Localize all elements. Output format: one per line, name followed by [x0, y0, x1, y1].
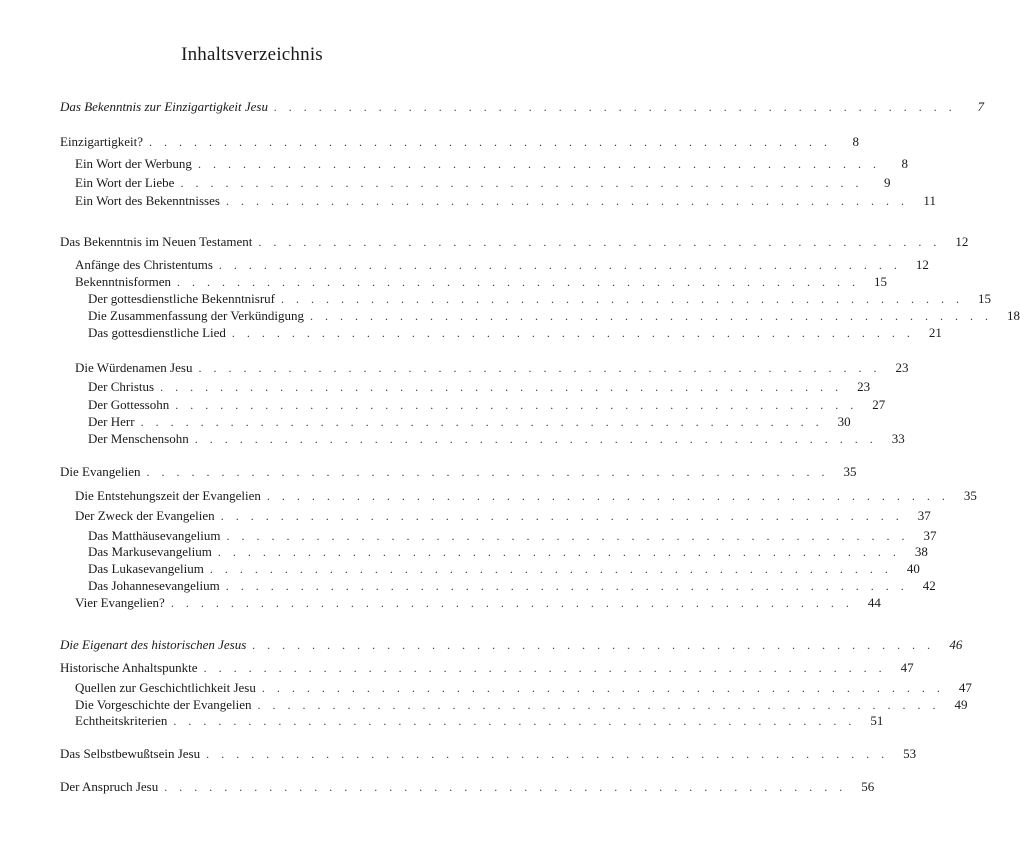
toc-entry-label: Das Selbstbewußtsein Jesu [60, 745, 206, 763]
leader-dots: .............................................. [258, 235, 949, 249]
leader-dots: .............................................. [177, 275, 868, 289]
toc-entry[interactable] [75, 487, 977, 505]
leader-dots: .............................................. [170, 596, 861, 610]
toc-entry-page: 18 [1007, 308, 1020, 323]
leader-dots: .............................................. [281, 292, 972, 306]
toc-entry[interactable] [75, 359, 909, 377]
toc-entry-label: Quellen zur Geschichtlichkeit Jesu [75, 679, 262, 697]
toc-entry-label: Einzigartigkeit? [60, 133, 149, 151]
leader-dots: .............................................. [180, 176, 871, 190]
toc-entry[interactable] [60, 463, 857, 481]
leader-dots: .............................................. [261, 681, 952, 695]
leader-dots: .............................................. [175, 398, 866, 412]
toc-entry[interactable] [88, 543, 928, 561]
toc-entry-page: 42 [922, 578, 936, 593]
toc-entry-page: 11 [923, 193, 936, 208]
leader-dots: .............................................. [164, 780, 855, 794]
toc-entry-page: 49 [954, 697, 968, 712]
toc-entry[interactable] [75, 155, 908, 173]
toc-entry-label: Ein Wort der Werbung [75, 155, 198, 173]
toc-entry-label: Das Johannesevangelium [88, 577, 226, 595]
toc-entry-label: Das Matthäusevangelium [88, 527, 227, 545]
toc-entry[interactable] [75, 174, 891, 192]
leader-dots: .............................................. [140, 415, 831, 429]
toc-entry-label: Die Evangelien [60, 463, 147, 481]
toc-entry-label: Die Würdenamen Jesu [75, 359, 198, 377]
toc-entry-label: Die Vorgeschichte der Evangelien [75, 696, 258, 714]
leader-dots: .............................................. [252, 638, 943, 652]
toc-entry-page: 15 [874, 274, 888, 289]
leader-dots: .............................................. [217, 545, 908, 559]
toc-entry-page: 37 [917, 508, 931, 523]
toc-entry[interactable] [88, 430, 905, 448]
toc-entry[interactable] [88, 396, 886, 414]
toc-entry-label: Der Zweck der Evangelien [75, 507, 221, 525]
toc-entry-label: Der gottesdienstliche Bekenntnisruf [88, 290, 281, 308]
leader-dots: .............................................. [198, 361, 889, 375]
toc-entry-page: 47 [900, 660, 914, 675]
toc-entry-label: Die Zusammenfassung der Verkündigung [88, 307, 310, 325]
toc-entry[interactable] [60, 745, 917, 763]
toc-entry[interactable] [60, 98, 984, 116]
toc-entry[interactable] [75, 273, 888, 291]
toc-entry-label: Vier Evangelien? [75, 594, 171, 612]
toc-entry[interactable] [88, 560, 920, 578]
toc-entry[interactable] [60, 133, 860, 151]
page-title: Inhaltsverzeichnis [181, 44, 323, 65]
leader-dots: .............................................. [225, 194, 916, 208]
toc-entry-label: Der Christus [88, 378, 160, 396]
toc-entry-page: 12 [915, 257, 929, 272]
toc-entry-page: 56 [861, 779, 875, 794]
toc-entry-page: 21 [928, 325, 942, 340]
toc-entry-page: 35 [843, 464, 857, 479]
leader-dots: .............................................. [209, 562, 900, 576]
toc-entry[interactable] [75, 712, 884, 730]
toc-entry-label: Der Gottessohn [88, 396, 175, 414]
leader-dots: .............................................. [206, 747, 897, 761]
leader-dots: .............................................. [149, 135, 840, 149]
toc-entry[interactable] [60, 636, 963, 654]
toc-entry-page: 23 [857, 379, 871, 394]
leader-dots: .............................................. [231, 326, 922, 340]
toc-entry[interactable] [75, 594, 881, 612]
leader-dots: .............................................. [146, 465, 837, 479]
leader-dots: .............................................. [257, 698, 948, 712]
toc-entry-page: 7 [977, 99, 984, 114]
toc-entry-page: 15 [978, 291, 992, 306]
leader-dots: .............................................. [173, 714, 864, 728]
leader-dots: .............................................. [273, 100, 964, 114]
leader-dots: .............................................. [226, 529, 917, 543]
toc-entry[interactable] [88, 378, 871, 396]
leader-dots: .............................................. [218, 258, 909, 272]
toc-entry-page: 8 [852, 134, 860, 149]
leader-dots: .............................................. [225, 579, 916, 593]
toc-entry[interactable] [60, 778, 875, 796]
toc-entry[interactable] [75, 256, 929, 274]
toc-entry-label: Echtheitskriterien [75, 712, 173, 730]
toc-entry-page: 40 [906, 561, 920, 576]
toc-entry-label: Das Lukasevangelium [88, 560, 210, 578]
toc-entry-page: 8 [901, 156, 908, 171]
toc-entry[interactable] [88, 307, 1020, 325]
toc-entry-page: 47 [958, 680, 972, 695]
toc-entry-page: 38 [914, 544, 928, 559]
leader-dots: .............................................. [197, 157, 888, 171]
leader-dots: .............................................. [194, 432, 885, 446]
leader-dots: .............................................. [266, 489, 957, 503]
toc-entry-label: Bekenntnisformen [75, 273, 177, 291]
toc-entry[interactable] [60, 659, 914, 677]
toc-entry-page: 23 [895, 360, 909, 375]
leader-dots: .............................................. [160, 380, 851, 394]
leader-dots: .............................................. [310, 309, 1001, 323]
toc-entry-label: Ein Wort der Liebe [75, 174, 180, 192]
toc-entry-page: 53 [903, 746, 917, 761]
toc-entry-page: 51 [870, 713, 884, 728]
toc-entry[interactable] [75, 507, 931, 525]
toc-entry[interactable] [88, 324, 942, 342]
toc-entry-page: 30 [837, 414, 851, 429]
toc-entry-page: 12 [955, 234, 969, 249]
toc-entry-label: Das gottesdienstliche Lied [88, 324, 232, 342]
toc-entry-label: Ein Wort des Bekenntnisses [75, 192, 226, 210]
toc-entry-page: 44 [867, 595, 881, 610]
toc-entry[interactable] [88, 413, 851, 431]
toc-entry[interactable] [75, 679, 972, 697]
toc-entry[interactable] [75, 192, 936, 210]
toc-entry[interactable] [88, 290, 992, 308]
toc-entry-label: Der Herr [88, 413, 141, 431]
toc-entry-page: 37 [923, 528, 937, 543]
toc-entry-label: Das Markusevangelium [88, 543, 218, 561]
toc-entry-page: 46 [949, 637, 963, 652]
toc-entry-label: Das Bekenntnis zur Einzigartigkeit Jesu [60, 98, 274, 116]
toc-entry[interactable] [88, 577, 936, 595]
leader-dots: .............................................. [203, 661, 894, 675]
toc-entry-label: Der Menschensohn [88, 430, 195, 448]
toc-entry-page: 35 [963, 488, 977, 503]
toc-entry[interactable] [60, 233, 969, 251]
toc-entry-label: Die Entstehungszeit der Evangelien [75, 487, 267, 505]
toc-entry-label: Das Bekenntnis im Neuen Testament [60, 233, 258, 251]
toc-entry-label: Die Eigenart des historischen Jesus [60, 636, 252, 654]
leader-dots: .............................................. [220, 509, 911, 523]
toc-entry-label: Der Anspruch Jesu [60, 778, 164, 796]
toc-entry-label: Historische Anhaltspunkte [60, 659, 204, 677]
toc-entry-page: 33 [891, 431, 905, 446]
toc-entry-page: 27 [872, 397, 886, 412]
toc-entry-page: 9 [883, 175, 891, 190]
toc-entry-label: Anfänge des Christentums [75, 256, 219, 274]
